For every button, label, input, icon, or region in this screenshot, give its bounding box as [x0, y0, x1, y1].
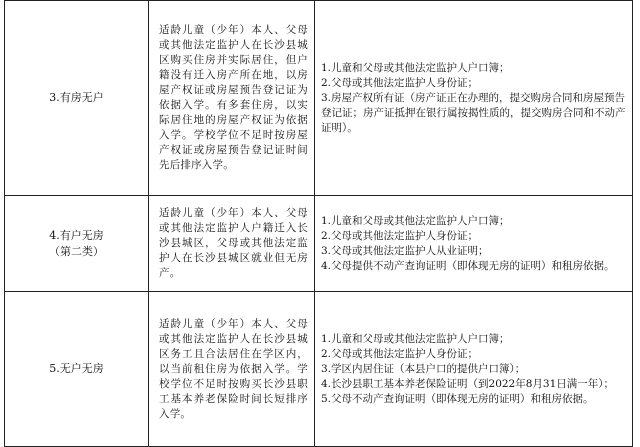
category-cell	[5, 196, 149, 292]
document-item: 2.父母或其他法定监护人身份证；	[321, 347, 479, 360]
enrollment-policy-table	[4, 0, 633, 447]
documents-cell	[315, 196, 633, 292]
document-item: 4.父母提供不动产查询证明（即体现无房的证明）和租房依据。	[321, 259, 615, 272]
table-row	[5, 292, 633, 447]
category-cell	[5, 1, 149, 196]
condition-cell: 适龄儿童（少年）本人、父母或其他法定监护人在长沙县城区务工且合法居住在学区内，以当前租住房为依据入学。学校学位不足时按购买长沙县职工基本养老保险时间长短排序入学。	[149, 292, 315, 447]
table-row	[5, 1, 633, 196]
document-item: 1.儿童和父母或其他法定监护人户口簿；	[321, 214, 510, 227]
documents-cell	[315, 1, 633, 196]
document-item: 2.父母或其他法定监护人身份证；	[321, 76, 479, 89]
condition-cell: 适龄儿童（少年）本人、父母或其他法定监护人户籍迁入长沙县城区，父母或其他法定监护人在长沙县城区就业但无房产。	[149, 196, 315, 292]
category-label: 4.有户无房	[49, 228, 104, 242]
category-sublabel: （第二类）	[49, 244, 104, 258]
document-item: 3.房屋产权所有证（房产证正在办理的，提交购房合同和房屋预告登记证；房产证抵押在银行属按揭性质的，提交购房合同和不动产证明）。	[321, 91, 626, 134]
document-item: 3.学区内居住证（本县户口的提供户口簿）；	[321, 362, 526, 375]
document-item: 5.父母不动产查询证明（即体现无房的证明）和租房依据。	[321, 392, 594, 405]
document-item: 2.父母或其他法定监护人身份证；	[321, 229, 479, 242]
category-cell	[5, 292, 149, 447]
document-item: 1.儿童和父母或其他法定监护人户口簿；	[321, 332, 510, 345]
category-label: 5.无户无房	[49, 362, 104, 375]
document-item: 3.父母或其他法定监护人从业证明；	[321, 244, 489, 257]
document-item: 1.儿童和父母或其他法定监护人户口簿；	[321, 61, 510, 74]
condition-cell: 适龄儿童（少年）本人、父母或其他法定监护人在长沙县城区购买住房并实际居住，但户籍没有迁入房产所在地，以房屋产权证或房屋预告登记证为依据入学。有多套住房，以实际居住地的房屋产权证为依据入学。学校学位不足时按房屋产权证或房屋预告登记证时间先后排序入学。	[149, 1, 315, 196]
documents-cell	[315, 292, 633, 447]
table-row	[5, 196, 633, 292]
category-label: 3.有房无户	[49, 91, 104, 104]
document-item: 4.长沙县职工基本养老保险证明（到2022年8月31日满一年）；	[321, 377, 615, 390]
